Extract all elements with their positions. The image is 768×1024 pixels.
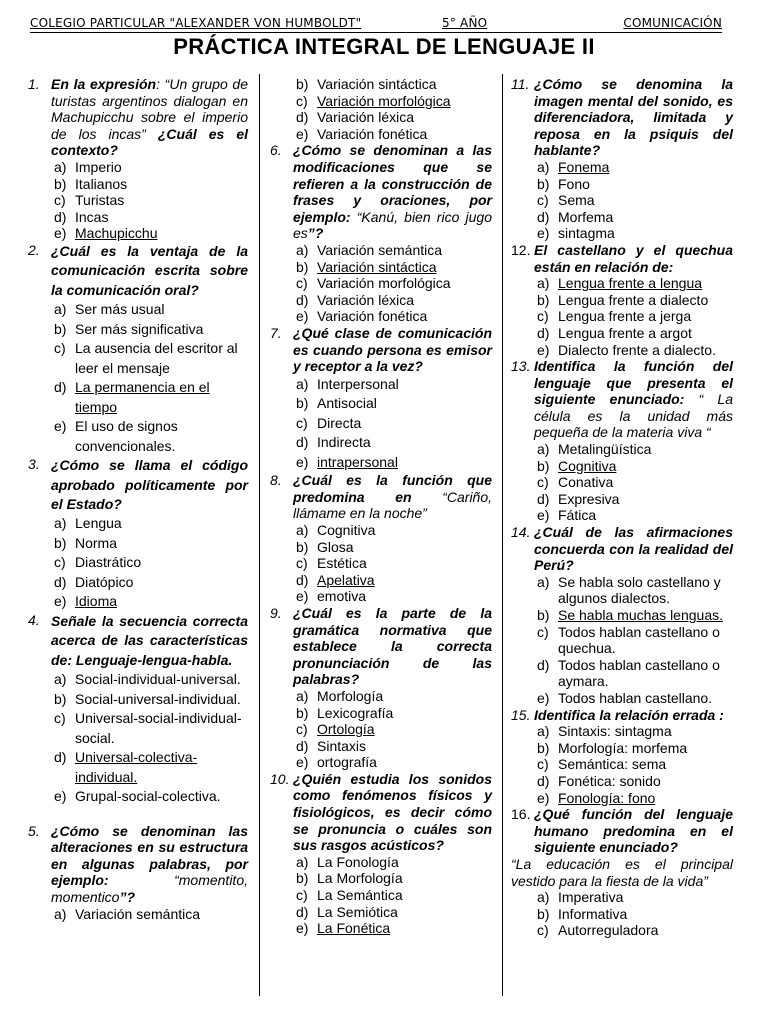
- question-13: [511, 358, 733, 524]
- question-number: 7.: [270, 324, 282, 341]
- question-stem: ¿Cómo se llama el código aprobado políticamente por el Estado?: [51, 457, 248, 512]
- page-header: [30, 14, 722, 33]
- option: d) Sintaxis: [296, 737, 367, 754]
- option: b) Norma: [54, 534, 118, 551]
- question-15: [511, 707, 733, 807]
- question-9: [270, 605, 492, 771]
- question-stem: En la expresión: “Un grupo de turistas argentinos dialogan en Machupicchu sobre el imperio de los incas” ¿Cuál es el contexto?: [51, 76, 249, 159]
- page-title: PRÁCTICA INTEGRAL DE LENGUAJE II: [173, 34, 595, 59]
- question-11: [511, 76, 733, 242]
- question-number: 12.: [511, 241, 531, 258]
- question-stem: ¿Qué clase de comunicación es cuando persona es emisor y receptor a la vez?: [293, 324, 492, 375]
- option: c) Diastrático: [54, 554, 142, 571]
- column-divider: [259, 74, 260, 996]
- question-number: 15.: [511, 706, 531, 723]
- option-answer: b) Se habla muchas lenguas.: [537, 607, 723, 623]
- question-5-continued: [270, 76, 492, 142]
- option: d) La Semiótica: [296, 903, 398, 920]
- option: c) Turistas: [54, 192, 125, 209]
- question-stem: ¿Cuál de las afirmaciones concuerda con la realidad del Perú?: [534, 524, 733, 574]
- question-stem: ¿Cuál es la ventaja de la comunicación escrita sobre la comunicación oral?: [51, 242, 248, 298]
- option: a) La Fonología: [296, 853, 399, 870]
- option: d) Diatópico: [54, 573, 134, 590]
- question-number: 2.: [28, 241, 40, 258]
- option: e) ortografía: [296, 754, 377, 771]
- option: a) Variación semántica: [296, 241, 443, 258]
- question-number: 4.: [28, 611, 40, 628]
- option: c) La Semántica: [296, 887, 403, 904]
- option: a) Cognitiva: [296, 521, 376, 538]
- question-number: 1.: [28, 76, 40, 92]
- question-stem: Señale la secuencia correcta acerca de las características de: Lenguaje-lengua-habla.: [51, 612, 248, 668]
- column-2: [270, 76, 492, 937]
- option-answer: b) Cognitiva: [537, 457, 617, 474]
- question-5: [28, 823, 248, 923]
- option: a) Sintaxis: sintagma: [537, 723, 672, 740]
- option-answer: d) Apelativa: [296, 571, 375, 588]
- question-number: 6.: [270, 142, 282, 159]
- question-stem: ¿Cuál es la parte de la gramática normativa que establece la correcta pronunciación de las palabras?: [293, 604, 492, 688]
- question-10: [270, 771, 492, 937]
- option: c) Estética: [296, 555, 367, 572]
- option: d) Fonética: sonido: [537, 772, 661, 789]
- option-answer: c) Ortología: [296, 721, 375, 738]
- column-1: [28, 76, 248, 922]
- grade-label: 5° AÑO: [442, 16, 488, 30]
- option: c) La ausencia del escritor al leer el mensaje: [54, 340, 238, 376]
- option-answer: a) Fonema: [537, 158, 610, 175]
- question-2: [28, 242, 248, 456]
- option: e) Variación fonética: [296, 125, 428, 142]
- option: b) La Morfología: [296, 870, 403, 887]
- option: c) Todos hablan castellano o quechua.: [537, 623, 720, 657]
- option: a) Social-individual-universal.: [54, 671, 241, 688]
- option: e) emotiva: [296, 588, 367, 605]
- column-3: [511, 76, 733, 939]
- question-3: [28, 456, 248, 612]
- option-answer: e) Machupicchu: [54, 225, 158, 242]
- question-stem: ¿Qué función del lenguaje humano predomina en el siguiente enunciado?: [534, 806, 733, 856]
- option: c) Conativa: [537, 474, 614, 491]
- option: c) Autorreguladora: [537, 922, 659, 939]
- question-12: [511, 242, 733, 358]
- option: a) Se habla solo castellano y algunos dialectos.: [537, 573, 721, 607]
- question-stem: ¿Cuál es la función que predomina en “Cariño, llámame en la noche”: [293, 472, 493, 522]
- option: c) Directa: [296, 414, 362, 431]
- option: e) Dialecto frente a dialecto.: [537, 341, 716, 358]
- question-number: 13.: [511, 358, 531, 375]
- option: d) Lengua frente a argot: [537, 324, 692, 341]
- option-answer: d) Universal-colectiva-individual.: [54, 749, 198, 785]
- option: a) Ser más usual: [54, 301, 165, 318]
- question-16: [511, 806, 733, 856]
- option: a) Morfología: [296, 687, 384, 704]
- option: e) Variación fonética: [296, 308, 428, 325]
- option: b) Social-universal-individual.: [54, 690, 241, 707]
- option: a) Variación semántica: [54, 905, 201, 922]
- option-answer: e) Idioma: [54, 593, 118, 610]
- option: b) Italianos: [54, 175, 128, 192]
- option: e) Fática: [537, 507, 597, 524]
- question-number: 8.: [270, 472, 282, 489]
- option: b) Informativa: [537, 905, 628, 922]
- question-number: 14.: [511, 524, 531, 541]
- option: d) Variación léxica: [296, 109, 415, 126]
- question-number: 9.: [270, 604, 282, 621]
- option: c) Universal-social-individual-social.: [54, 710, 242, 746]
- school-name: COLEGIO PARTICULAR "ALEXANDER VON HUMBOLDT": [30, 16, 362, 30]
- question-stem: El castellano y el quechua están en relación de:: [534, 241, 733, 275]
- option-answer: e) La Fonética: [296, 920, 391, 937]
- question-16-options: [511, 889, 733, 939]
- option: e) sintagma: [537, 225, 615, 242]
- option: b) Ser más significativa: [54, 320, 204, 337]
- option: a) Lengua: [54, 515, 122, 532]
- option-answer: c) Variación morfológica: [296, 92, 451, 109]
- question-number: 16.: [511, 806, 531, 823]
- option: e) Grupal-social-colectiva.: [54, 788, 221, 805]
- question-number: 3.: [28, 456, 40, 473]
- question-stem: Identifica la relación errada :: [534, 706, 724, 723]
- option: c) Variación morfológica: [296, 275, 451, 292]
- option: b) Variación sintáctica: [296, 76, 437, 92]
- option: a) Imperativa: [537, 889, 624, 906]
- question-number: 5.: [28, 822, 40, 839]
- question-8: [270, 472, 492, 605]
- question-number: 10.: [270, 770, 290, 787]
- question-4: [28, 612, 248, 807]
- option: c) Sema: [537, 192, 595, 209]
- option: b) Morfología: morfema: [537, 739, 688, 756]
- option: d) Incas: [54, 208, 109, 225]
- option: b) Lexicografía: [296, 704, 394, 721]
- question-14: [511, 524, 733, 707]
- option: e) Todos hablan castellano.: [537, 689, 713, 706]
- option: d) Expresiva: [537, 490, 620, 507]
- question-stem: ¿Quién estudia los sonidos como fenómenos físicos y fisiológicos, es decir cómo se pronuncia o cuáles son sus rasgos acústicos?: [293, 770, 492, 854]
- option-answer: a) Lengua frente a lengua: [537, 275, 703, 292]
- subject-label: COMUNICACIÓN: [623, 16, 722, 30]
- question-stem: ¿Cómo se denomina la imagen mental del sonido, es diferenciadora, limitada y reposa en la psiquis del hablante?: [534, 76, 733, 159]
- question-6: [270, 142, 492, 325]
- option: a) Interpersonal: [296, 375, 399, 392]
- option: d) Morfema: [537, 208, 614, 225]
- option: e) El uso de signos convencionales.: [54, 418, 178, 454]
- option-answer: b) Variación sintáctica: [296, 258, 437, 275]
- option: b) Fono: [537, 175, 590, 192]
- option: b) Lengua frente a dialecto: [537, 291, 709, 308]
- quote-text: “La educación es el principal vestido para la fiesta de la vida”: [511, 855, 733, 889]
- option: d) Variación léxica: [296, 291, 415, 308]
- question-stem: Identifica la función del lenguaje que presenta el siguiente enunciado: “ La célula es la unidad más pequeña de la materia viva “: [534, 358, 734, 441]
- question-stem: ¿Cómo se denominan a las modificaciones que se refieren a la construcción de frases y oraciones, por ejemplo: “Kanú, bien rico jugo es”?: [293, 142, 492, 242]
- question-1: [28, 76, 248, 242]
- option-answer: d) La permanencia en el tiempo: [54, 379, 210, 415]
- option-answer: e) Fonología: fono: [537, 789, 656, 806]
- question-stem: ¿Cómo se denominan las alteraciones en su estructura en algunas palabras, por ejemplo: “momentito, momentico”?: [51, 822, 248, 905]
- option-answer: e) intrapersonal: [296, 453, 398, 470]
- option: a) Imperio: [54, 158, 122, 175]
- option: b) Glosa: [296, 538, 354, 555]
- column-divider: [502, 74, 503, 996]
- option: b) Antisocial: [296, 395, 377, 412]
- question-7: [270, 325, 492, 472]
- option: c) Lengua frente a jerga: [537, 308, 692, 325]
- option: d) Indirecta: [296, 434, 371, 451]
- option: a) Metalingüística: [537, 441, 652, 458]
- option: d) Todos hablan castellano o aymara.: [537, 656, 720, 690]
- option: c) Semántica: sema: [537, 756, 667, 773]
- question-number: 11.: [511, 76, 530, 92]
